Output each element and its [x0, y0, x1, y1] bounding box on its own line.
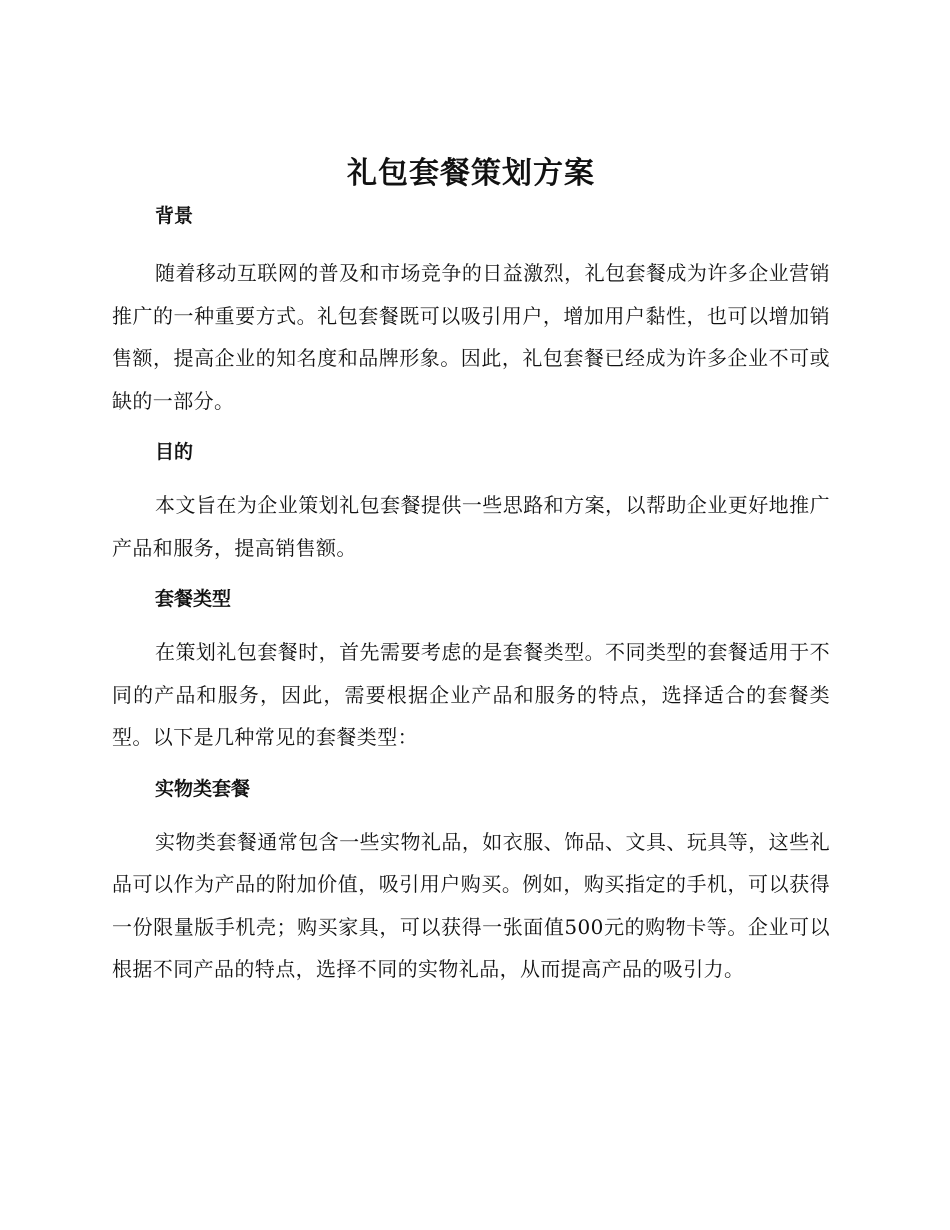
- section-heading: 目的: [155, 441, 194, 463]
- section-paragraph: 本文旨在为企业策划礼包套餐提供一些思路和方案，以帮助企业更好地推广产品和服务，提高销售额。: [112, 493, 830, 560]
- section-paragraph: 在策划礼包套餐时，首先需要考虑的是套餐类型。不同类型的套餐适用于不同的产品和服务，因此，需要根据企业产品和服务的特点，选择适合的套餐类型。以下是几种常见的套餐类型：: [112, 640, 830, 749]
- document-page: [112, 0, 830, 991]
- section-paragraph: 随着移动互联网的普及和市场竞争的日益激烈，礼包套餐成为许多企业营销推广的一种重要方式。礼包套餐既可以吸引用户，增加用户黏性，也可以增加销售额，提高企业的知名度和品牌形象。因此，礼包套餐已经成为许多企业不可或缺的一部分。: [112, 261, 830, 413]
- section-purpose: [112, 438, 830, 569]
- section-package-types: [112, 585, 830, 759]
- document-title: 礼包套餐策划方案: [347, 156, 595, 191]
- section-paragraph: 实物类套餐通常包含一些实物礼品，如衣服、饰品、文具、玩具等，这些礼品可以作为产品的附加价值，吸引用户购买。例如，购买指定的手机，可以获得一份限量版手机壳；购买家具，可以获得一张面值500元的购物卡等。企业可以根据不同产品的特点，选择不同的实物礼品，从而提高产品的吸引力。: [112, 829, 830, 981]
- section-heading: 实物类套餐: [155, 777, 251, 800]
- section-heading: 背景: [155, 205, 194, 227]
- section-heading: 套餐类型: [155, 588, 232, 610]
- section-physical-packages: [112, 775, 830, 991]
- section-background: [112, 202, 830, 422]
